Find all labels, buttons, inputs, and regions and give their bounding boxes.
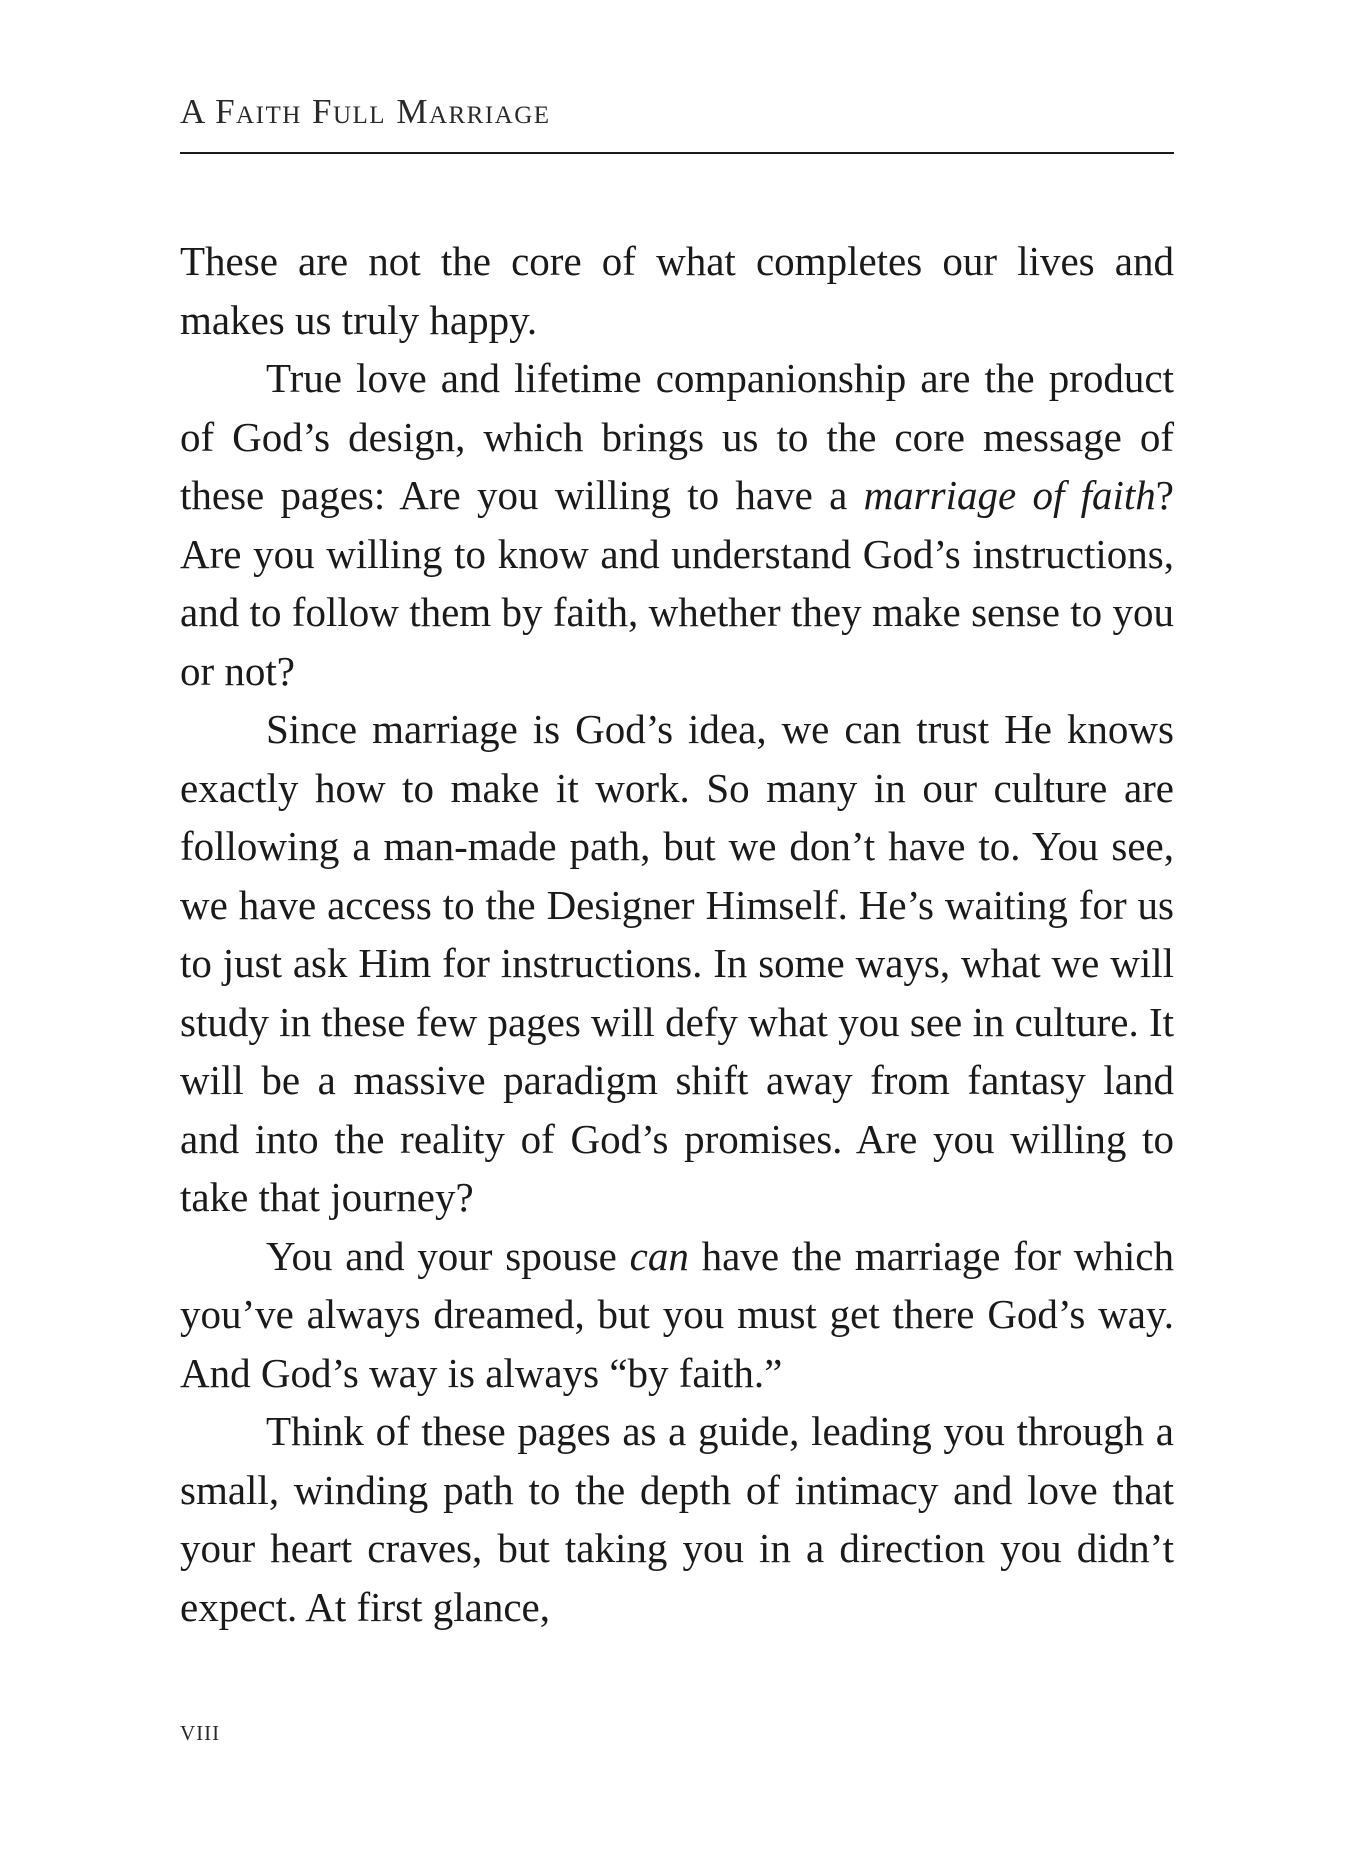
paragraph-4-text-a: You and your spouse bbox=[266, 1232, 630, 1279]
paragraph-5: Think of these pages as a guide, leading you through a small, winding path to the depth of intimacy and love that your heart craves, but taking you in a direction you didn’t expect. At first glance, bbox=[180, 1408, 1174, 1630]
paragraph-4-text-b: have the marriage for which you’ve always dreamed, but you must get there God’s way. And God’s way is always “by faith.” bbox=[180, 1232, 1175, 1396]
body-text bbox=[180, 232, 1174, 1636]
paragraph-4 bbox=[180, 1227, 1174, 1403]
paragraph-2-emphasis: marriage of faith bbox=[863, 472, 1156, 518]
paragraph-2-text-b: ? Are you willing to know and understand God’s instructions, and to follow them by faith, whether they make sense to you or not? bbox=[180, 472, 1174, 694]
paragraph-3: Since marriage is God’s idea, we can trust He knows exactly how to make it work. So many in our culture are following a man-made path, but we don’t have to. You see, we have access to the Designer Himself. He’s waiting for us to just ask Him for instructions. In some ways, what we will study in these few pages will defy what you see in culture. It will be a massive paradigm shift away from fantasy land and into the reality of God’s promises. Are you willing to take that journey? bbox=[180, 706, 1174, 1220]
paragraph-4-emphasis: can bbox=[629, 1232, 689, 1279]
page-number: viii bbox=[180, 1714, 221, 1747]
header-rule bbox=[180, 152, 1174, 154]
paragraph-2-text-a: True love and lifetime companionship are the product of God’s design, which brings us to the core message of these pages: Are you willing to have a bbox=[180, 355, 1174, 518]
running-head-title: A Faith Full Marriage bbox=[180, 92, 551, 131]
paragraph-1: These are not the core of what completes our lives and makes us truly happy. bbox=[180, 238, 1174, 343]
paragraph-2 bbox=[180, 349, 1174, 700]
